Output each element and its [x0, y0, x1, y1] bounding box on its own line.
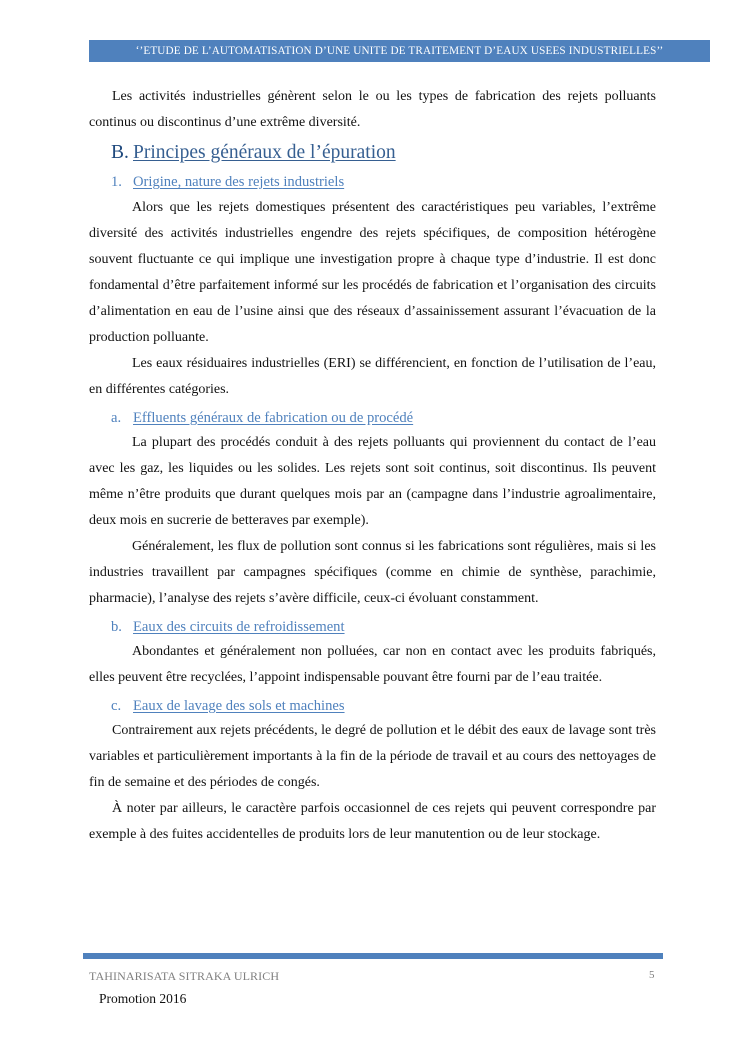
paragraph: La plupart des procédés conduit à des rejets polluants qui proviennent du contact de l’eau avec les gaz, les liquides ou les solides. Les rejets sont soit continus, soit discontinus. Ils peuvent même n’être produits que durant quelques mois par an (campagne dans l’industrie agroalimentaire, deux mois en sucrerie de betteraves par exemple). [89, 435, 656, 528]
footer-author: TAHINARISATA SITRAKA ULRICH [89, 969, 280, 983]
paragraph: Alors que les rejets domestiques présentent des caractéristiques peu variables, l’extrême diversité des activités industrielles engendre des rejets spécifiques, de composition hétérogène souvent fluctuante ce qui implique une investigation propre à chaque type d’industrie. Il est donc fondamental d’être parfaitement informé sur les procédés de fabrication et l’organisation des circuits d’alimentation en eau de l’usine ainsi que des réseaux d’assainissement assurant l’évacuation de la production polluante. [89, 200, 656, 345]
subsection-heading-c [111, 695, 656, 717]
paragraph: Contrairement aux rejets précédents, le degré de pollution et le débit des eaux de lavage sont très variables et particulièrement importants à la fin de la période de travail et au cours des nettoyages de fin de semaine et des périodes de congés. [89, 723, 656, 790]
subsection-heading-b [111, 616, 656, 638]
page-body [89, 84, 656, 848]
subsection-heading-1 [111, 171, 656, 193]
paragraph: Généralement, les flux de pollution sont connus si les fabrications sont régulières, mais si les industries travaillent par campagnes spécifiques (comme en chimie de synthèse, parachimie, pharmacie), l’analyse des rejets s’avère difficile, ceux-ci évoluant constamment. [89, 539, 656, 606]
subsection-letter: c. [111, 698, 122, 714]
footer-rule [83, 953, 663, 959]
subsection-title: Eaux de lavage des sols et machines [133, 698, 345, 714]
section-title: Principes généraux de l’épuration [133, 142, 396, 163]
running-header [89, 40, 710, 62]
header-title: ‘’ETUDE DE L’AUTOMATISATION D’UNE UNITE DE TRAITEMENT D’EAUX USEES INDUSTRIELLES’’ [135, 45, 664, 57]
page-number: 5 [649, 969, 655, 981]
subsection-letter: a. [111, 410, 122, 426]
paragraph: À noter par ailleurs, le caractère parfois occasionnel de ces rejets qui peuvent correspondre par exemple à des fuites accidentelles de produits lors de leur manutention ou de leur stockage. [89, 801, 656, 842]
section-number: B. [111, 142, 129, 163]
paragraph: Les eaux résiduaires industrielles (ERI) se différencient, en fonction de l’utilisation de l’eau, en différentes catégories. [89, 356, 656, 397]
subsection-letter: b. [111, 619, 122, 635]
section-heading-b [111, 139, 656, 167]
subsection-number: 1. [111, 174, 122, 190]
subsection-title: Effluents généraux de fabrication ou de procédé [133, 410, 414, 426]
paragraph: Abondantes et généralement non polluées, car non en contact avec les produits fabriqués, elles peuvent être recyclées, l’appoint indispensable pouvant être fourni par de l’eau traitée. [89, 644, 656, 685]
footer-promotion: Promotion 2016 [99, 991, 187, 1006]
subsection-heading-a [111, 407, 656, 429]
intro-paragraph: Les activités industrielles génèrent selon le ou les types de fabrication des rejets polluants continus ou discontinus d’une extrême diversité. [89, 89, 656, 130]
subsection-title: Origine, nature des rejets industriels [133, 174, 345, 190]
subsection-title: Eaux des circuits de refroidissement [133, 619, 345, 635]
